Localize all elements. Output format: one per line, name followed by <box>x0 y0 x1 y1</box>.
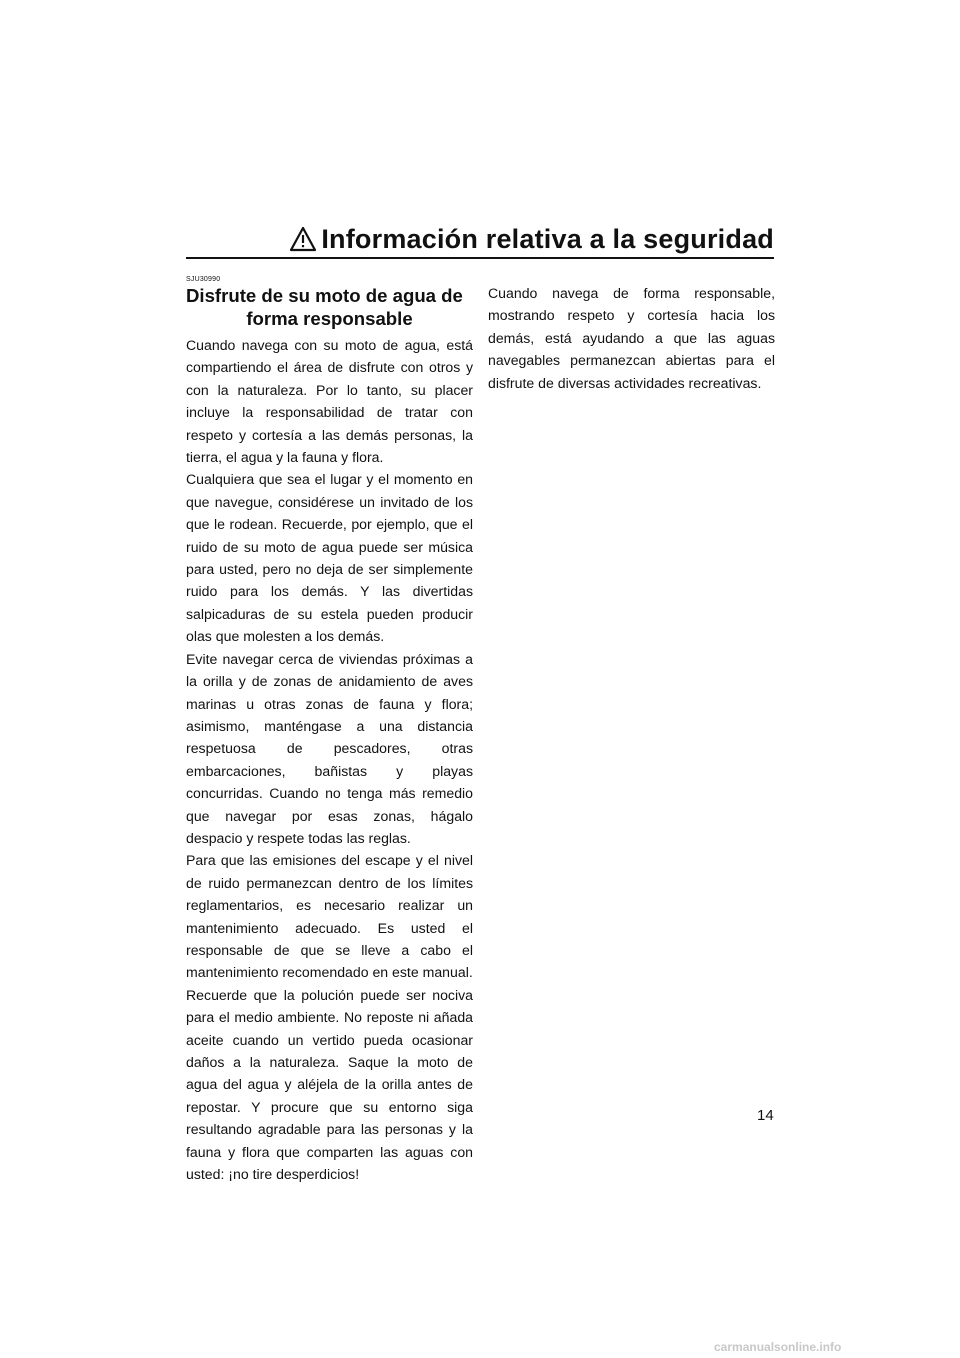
section-title-line-2: forma responsable <box>246 308 413 329</box>
page-number: 14 <box>757 1107 774 1124</box>
paragraph: Para que las emisiones del escape y el nivel de ruido permanezcan dentro de los límites reglamentarios, es necesario realizar un mantenimiento adecuado. Es usted el responsable de que se lleve a cabo el mantenimiento recomendado en este manual. <box>186 852 473 981</box>
page-header <box>186 222 774 262</box>
section-title-line-1: Disfrute de su moto de agua de <box>186 285 463 306</box>
watermark: carmanualsonline.info <box>714 1340 842 1354</box>
paragraph: Recuerde que la polución puede ser nociva para el medio ambiente. No reposte ni añada aceite cuando un vertido pueda ocasionar daños a la naturaleza. Saque la moto de agua del agua y aléjela de la orilla antes de repostar. Y procure que su entorno siga resultando agradable para las personas y la fauna y flora que comparten las aguas con usted: ¡no tire desperdicios! <box>186 986 473 1183</box>
paragraph: Cuando navega con su moto de agua, está compartiendo el área de disfrute con otros y con la naturaleza. Por lo tanto, su placer incluye la responsabilidad de tratar con respeto y cortesía a las demás personas, la tierra, el agua y la fauna y flora. <box>186 337 473 466</box>
paragraph: Cuando navega de forma responsable, mostrando respeto y cortesía hacia los demás, está ayudando a que las aguas navegables permanezcan abiertas para el disfrute de diversas actividades recreativas. <box>488 285 775 391</box>
page-title: Información relativa a la seguridad <box>321 224 774 254</box>
right-column <box>488 282 775 394</box>
section-code: SJU30990 <box>186 276 221 283</box>
header-divider <box>186 257 774 259</box>
paragraph: Cualquiera que sea el lugar y el momento en que navegue, considérese un invitado de los que le rodean. Recuerde, por ejemplo, que el ruido de su moto de agua puede ser música para usted, pero no deja de ser simplemente ruido para los demás. Y las divertidas salpicaduras de su estela pueden producir olas que molesten a los demás. <box>186 471 473 645</box>
section-title <box>186 284 473 330</box>
paragraph: Evite navegar cerca de viviendas próximas a la orilla y de zonas de anidamiento de aves marinas u otras zonas de fauna y flora; asimismo, manténgase a una distancia respetuosa de pescadores, otras embarcaciones, bañistas y playas concurridas. Cuando no tenga más remedio que navegar por esas zonas, hágalo despacio y respete todas las reglas. <box>186 650 473 846</box>
left-column <box>186 276 473 1185</box>
warning-triangle-icon <box>289 226 317 252</box>
